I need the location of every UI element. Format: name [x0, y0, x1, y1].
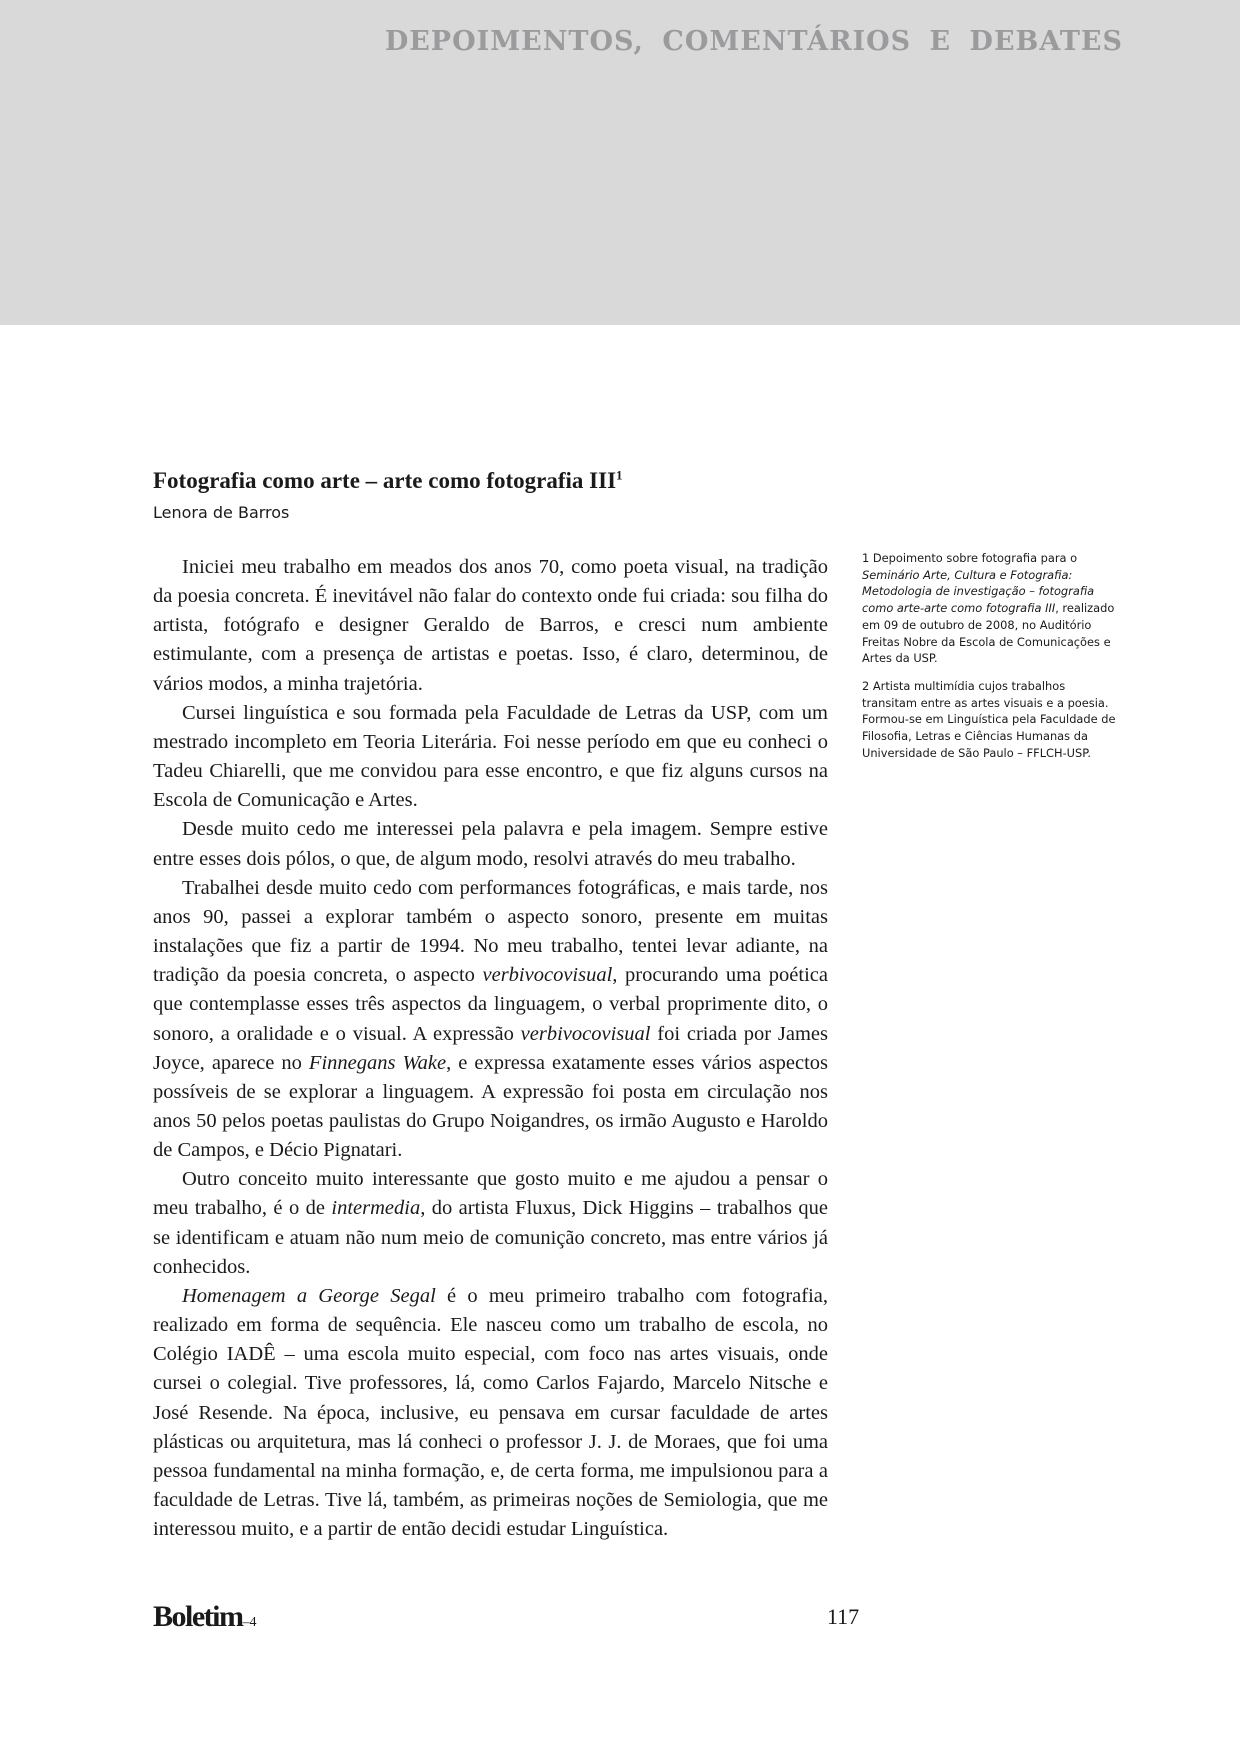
paragraph-text-run: intermedia	[331, 1197, 421, 1220]
body-paragraph	[153, 553, 828, 699]
article-author: Lenora de Barros	[153, 503, 290, 522]
journal-logo	[153, 1600, 256, 1634]
article-title-text: Fotografia como arte – arte como fotografia III	[153, 468, 617, 493]
footnote-1	[862, 550, 1120, 667]
paragraph-text-run: Outro conceito muito interessante que gosto muito e me ajudou a pensar o meu trabalho, é o de	[153, 1168, 828, 1220]
paragraph-text-run: verbivocovisual,	[482, 964, 618, 987]
paragraph-text-run: , do artista Fluxus, Dick Higgins – trabalhos que se identificam e atuam não num meio de comunição concreto, mas entre vários já conhecidos.	[153, 1197, 828, 1278]
paragraph-text-run: Iniciei meu trabalho em meados dos anos 70, como poeta visual, na tradição da poesia concreta. É inevitável não falar do contexto onde fui criada: sou filha do artista, fotógrafo e designer Geraldo de Barros, e cresci num ambiente estimulante, com a presença de artistas e poetas. Isso, é claro, determinou, de vários modos, a minha trajetória.	[153, 556, 828, 695]
body-paragraph	[153, 1165, 828, 1282]
journal-name: Boletim	[153, 1600, 243, 1633]
body-paragraph	[153, 815, 828, 873]
page-number: 117	[827, 1604, 860, 1629]
paragraph-text-run: Finnegans Wake	[308, 1051, 447, 1074]
article-title	[153, 468, 623, 494]
body-paragraph	[153, 1282, 828, 1544]
paragraph-text-run: procurando uma poética que contemplasse esses três aspectos da linguagem, o verbal proprimente dito, o sonoro, a oralidade e o visual. A expressão	[153, 964, 828, 1045]
footnote-ref-1: 1	[616, 467, 623, 483]
paragraph-text-run: , e expressa exatamente esses vários aspectos possíveis de se explorar a linguagem. A expressão foi posta em circulação nos anos 50 pelos poetas paulistas do Grupo Noigandres, os irmão Augusto e Haroldo de Campos, e Décio Pignatari.	[153, 1051, 829, 1162]
paragraph-text-run: Cursei linguística e sou formada pela Faculdade de Letras da USP, com um mestrado incompleto em Teoria Literária. Foi nesse período em que eu conheci o Tadeu Chiarelli, que me convidou para esse encontro, e que fiz alguns cursos na Escola de Comunicação e Artes.	[153, 701, 828, 812]
footnote-text-run: 2 Artista multimídia cujos trabalhos transitam entre as artes visuais e a poesia. Formou-se em Linguística pela Faculdade de Filosofia, Letras e Ciências Humanas da Universidade de São Paulo – FFLCH-USP.	[862, 678, 1116, 760]
footnote-2	[862, 678, 1120, 762]
paragraph-text-run: verbivocovisual	[520, 1022, 651, 1045]
footnote-text-run: Seminário Arte, Cultura e Fotografia: Metodologia de investigação – fotografia como arte-arte como fotografia III	[862, 567, 1095, 616]
footnotes	[862, 550, 1120, 772]
section-title: DEPOIMENTOS, COMENTÁRIOS E DEBATES	[384, 26, 1123, 57]
paragraph-text-run: Trabalhei desde muito cedo com performances fotográficas, e mais tarde, nos anos 90, passei a explorar também o aspecto sonoro, presente em muitas instalações que fiz a partir de 1994. No meu trabalho, tentei levar adiante, na tradição da poesia concreta, o aspecto	[153, 876, 828, 987]
article-body	[153, 553, 828, 1544]
body-paragraph	[153, 874, 828, 1166]
journal-issue: –4	[242, 1615, 257, 1630]
footnote-text-run: 1 Depoimento sobre fotografia para o	[862, 551, 1078, 565]
footnote-text-run: , realizado em 09 de outubro de 2008, no Auditório Freitas Nobre da Escola de Comunicações e Artes da USP.	[862, 601, 1115, 666]
paragraph-text-run: foi criada por James Joyce, aparece no	[153, 1022, 828, 1074]
paragraph-text-run: Homenagem a George Segal	[182, 1284, 436, 1307]
paragraph-text-run: é o meu primeiro trabalho com fotografia, realizado em forma de sequência. Ele nasceu como um trabalho de escola, no Colégio IADÊ – uma escola muito especial, com foco nas artes visuais, onde cursei o colegial. Tive professores, lá, como Carlos Fajardo, Marcelo Nitsche e José Resende. Na época, inclusive, eu pensava em cursar faculdade de artes plásticas ou arquitetura, mas lá conheci o professor J. J. de Moraes, que foi uma pessoa fundamental na minha formação, e, de certa forma, me impulsionou para a faculdade de Letras. Tive lá, também, as primeiras noções de Semiologia, que me interessou muito, e a partir de então decidi estudar Linguística.	[153, 1284, 828, 1541]
paragraph-text-run: Desde muito cedo me interessei pela palavra e pela imagem. Sempre estive entre esses dois pólos, o que, de algum modo, resolvi através do meu trabalho.	[153, 818, 828, 870]
body-paragraph	[153, 699, 828, 816]
